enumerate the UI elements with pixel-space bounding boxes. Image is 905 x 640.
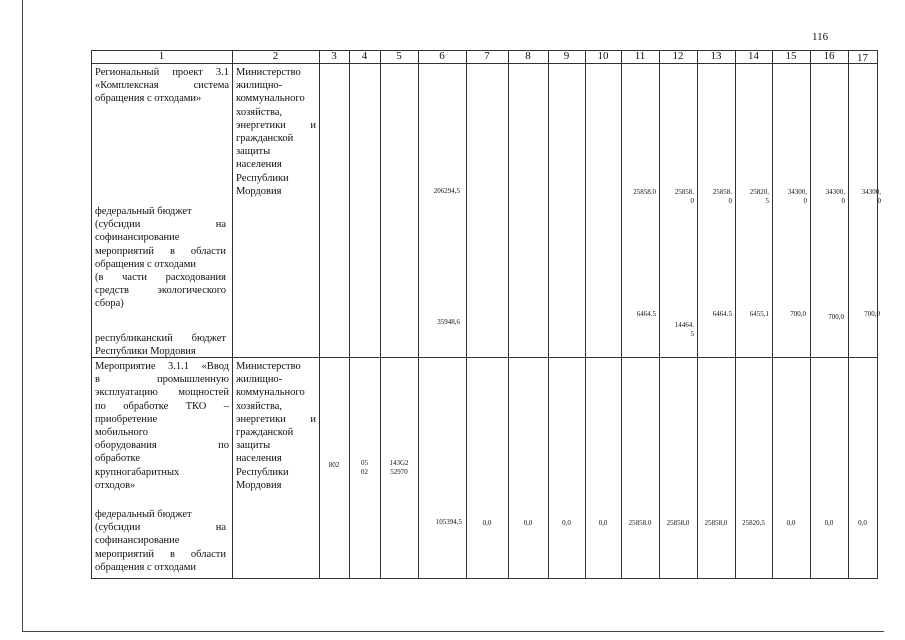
row1-organization: Министерство жилищно- коммунального хозяйства, энергетики и гражданской защиты населения Республики Мордовия	[236, 67, 316, 197]
row1-republic-col16: 700,0	[828, 313, 844, 321]
header-cell: 17	[857, 52, 868, 64]
col-line	[232, 50, 233, 579]
col-line	[91, 50, 92, 579]
header-cell: 5	[396, 50, 402, 62]
header-cell: 14	[748, 50, 759, 62]
row2-col5-code: 143G2 52970	[389, 459, 409, 476]
header-cell: 9	[563, 50, 570, 62]
row1-federal-col17: 34300, 0	[861, 188, 881, 205]
row1-republic-budget-label: республиканский бюджет Республики Мордовия	[95, 333, 226, 358]
col-line	[349, 50, 350, 579]
row1-republic-col6: 35948,6	[437, 318, 460, 326]
row1-republic-col12: 14464. 5	[674, 321, 694, 338]
col-line	[319, 50, 320, 579]
page-number: 116	[812, 31, 829, 43]
row1-federal-col14: 25820, 5	[749, 188, 769, 205]
row1-federal-col12: 25858. 0	[674, 188, 694, 205]
row1-republic-col17: 700,0	[864, 310, 880, 318]
header-cell: 4	[361, 50, 368, 62]
row1-federal-col11: 25858.0	[633, 188, 656, 196]
row1-republic-col15: 700,0	[790, 310, 806, 318]
header-cell: 2	[272, 50, 279, 62]
col-line	[466, 50, 467, 579]
header-cell: 11	[634, 50, 646, 62]
col-line	[659, 50, 660, 579]
row2-federal-col16: 0,0	[824, 519, 834, 527]
row2-organization: Министерство жилищно- коммунального хозяйства, энергетики и гражданской защиты населения Республики Мордовия	[236, 361, 316, 491]
row2-col3-code: 802	[328, 461, 340, 469]
header-cell: 13	[710, 50, 722, 62]
row2-measure-title: Мероприятие 3.1.1 «Ввод в промышленную эксплуатацию мощностей по обработке ТКО – приобретение мобильного оборудования по обработке крупногабаритных отходов»	[95, 361, 229, 491]
header-cell: 12	[672, 50, 684, 62]
row1-federal-budget-label: федеральный бюджет (субсидии на софинансирование мероприятий в области обращения с отходами (в части расходования средств экологического сбора)	[95, 206, 226, 310]
col-line	[508, 50, 509, 579]
row2-federal-col8: 0,0	[523, 519, 533, 527]
row1-federal-col16: 34300, 0	[825, 188, 845, 205]
row2-federal-col7: 0,0	[482, 519, 492, 527]
row1-federal-col6: 206294,5	[433, 187, 460, 195]
header-cell: 7	[484, 50, 490, 62]
header-cell: 3	[331, 50, 337, 62]
col-line	[380, 50, 381, 579]
header-cell: 15	[785, 50, 797, 62]
row2-col4-code: 05 02	[361, 459, 368, 476]
row2-federal-col12: 25858,0	[666, 519, 690, 527]
header-cell: 16	[823, 50, 835, 62]
row1-federal-col13: 25858. 0	[712, 188, 732, 205]
row1-republic-col14: 6455,1	[749, 310, 769, 318]
row2-federal-col15: 0,0	[786, 519, 796, 527]
row2-federal-col10: 0,0	[598, 519, 608, 527]
row2-federal-col13: 25858,0	[704, 519, 728, 527]
header-cell: 8	[525, 50, 531, 62]
header-cell: 6	[439, 50, 445, 62]
row2-federal-col6: 105394,5	[435, 518, 462, 526]
row2-federal-budget-label: федеральный бюджет (субсидии на софинансирование мероприятий в области обращения с отходами	[95, 509, 226, 573]
row1-republic-col11: 6464.5	[636, 310, 656, 318]
row2-federal-col14: 25820,5	[742, 519, 765, 527]
col-line	[585, 50, 586, 579]
row1-federal-col15: 34300, 0	[787, 188, 807, 205]
row1-project-title: Региональный проект 3.1 «Комплексная система обращения с отходами»	[95, 67, 229, 105]
header-cell: 10	[597, 50, 609, 62]
col-line	[418, 50, 419, 579]
col-line	[548, 50, 549, 579]
row2-federal-col17: 0,0	[858, 519, 867, 527]
row2-federal-col9: 0,0	[562, 519, 571, 527]
table-border-bottom	[91, 578, 877, 579]
row2-federal-col11: 25858.0	[628, 519, 652, 527]
header-bottom-rule	[91, 63, 877, 64]
row1-republic-col13: 6464.5	[712, 310, 732, 318]
header-cell: 1	[158, 50, 165, 62]
